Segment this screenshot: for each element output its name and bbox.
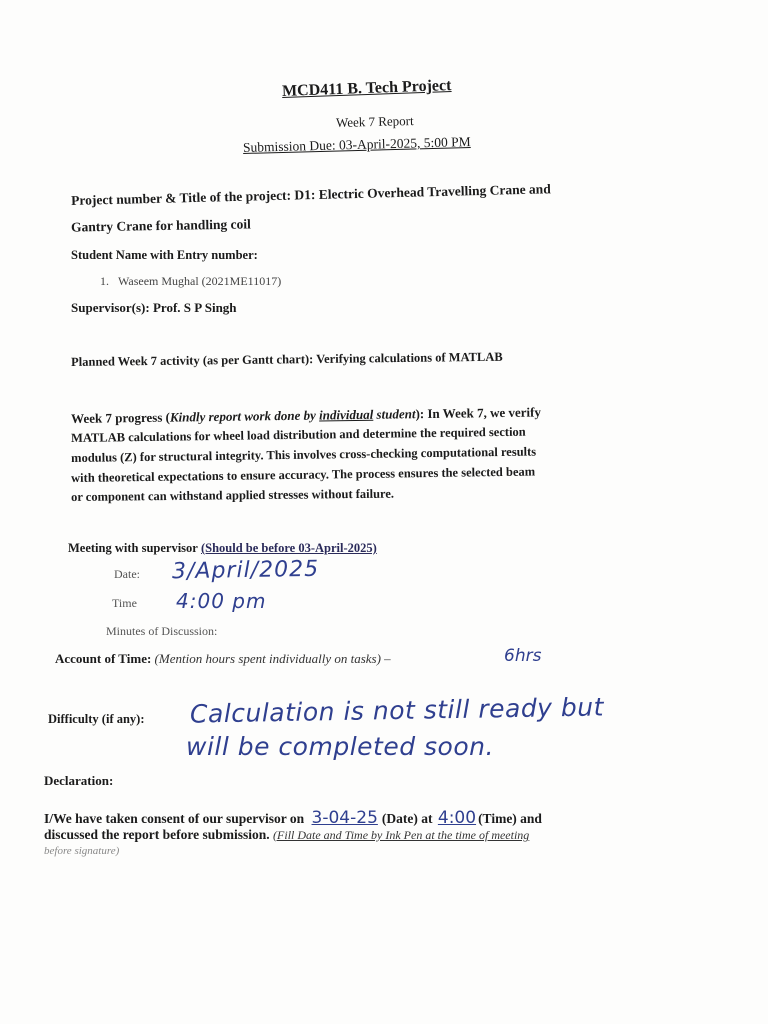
time-label: Time [112, 596, 137, 610]
student-label: Student Name with Entry number: [71, 248, 258, 262]
meeting-label: Meeting with supervisor [68, 541, 198, 555]
progress-text-1: In Week 7, we verify [427, 404, 542, 422]
project-value-2: Gantry Crane for handling coil [70, 216, 251, 235]
project-label: Project number & Title of the project: [71, 187, 292, 208]
account-line [55, 651, 391, 667]
supervisor-label: Supervisor(s): [71, 300, 150, 315]
planned-line [71, 350, 503, 370]
progress-label-start: Week 7 progress ( [71, 409, 171, 426]
meeting-line [68, 541, 377, 556]
report-title: MCD411 B. Tech Project [281, 77, 452, 100]
account-label: Account of Time: [55, 651, 152, 666]
progress-label-student: student [373, 406, 416, 422]
supervisor-value: Prof. S P Singh [152, 300, 237, 315]
date-label: Date: [114, 567, 140, 581]
declaration-text-a: I/We have taken consent of our supervisor on [44, 811, 305, 826]
account-hours-handwritten: 6hrs [504, 646, 542, 666]
meeting-date-handwritten: 3/April/2025 [171, 556, 320, 585]
progress-text-3: modulus (Z) for structural integrity. This involves cross-checking computational results [71, 444, 537, 465]
student-item-number: 1. [100, 274, 109, 288]
progress-label-italic: Kindly report work done by [169, 407, 320, 425]
progress-line-1 [71, 404, 541, 427]
student-item [100, 274, 281, 289]
declaration-line-2-text: discussed the report before submission. [44, 827, 270, 842]
declaration-text-c: (Time) and [478, 811, 542, 826]
progress-text-5: or component can withstand applied stresses without failure. [71, 486, 395, 504]
declaration-line-1 [44, 808, 542, 828]
student-item-name: Waseem Mughal (2021ME11017) [118, 274, 282, 288]
minutes-label: Minutes of Discussion: [106, 624, 218, 638]
planned-value: Verifying calculations of MATLAB [316, 349, 503, 367]
project-line-1 [71, 181, 551, 209]
declaration-note-1: (Fill Date and Time by Ink Pen at the time of meeting [273, 828, 530, 842]
difficulty-text-2: will be completed soon. [186, 732, 494, 761]
progress-text-4: with theoretical expectations to ensure accuracy. The process ensures the selected beam [71, 464, 536, 485]
difficulty-label: Difficulty (if any): [48, 712, 145, 726]
progress-text-2: MATLAB calculations for wheel load distribution and determine the required section [71, 424, 526, 445]
meeting-note: (Should be before 03-April-2025) [200, 541, 377, 555]
submission-due: Submission Due: 03-April-2025, 5:00 PM [242, 134, 471, 155]
report-subtitle: Week 7 Report [335, 112, 414, 131]
progress-label-end: ): [415, 406, 425, 422]
supervisor-line [71, 300, 237, 316]
declaration-date-handwritten: 3-04-25 [311, 808, 378, 828]
declaration-note-2: before signature) [44, 845, 120, 857]
declaration-line-2 [44, 827, 529, 843]
progress-label-individual: individual [318, 406, 374, 423]
declaration-text-b: (Date) at [381, 811, 433, 826]
account-note: (Mention hours spent individually on tasks) – [154, 651, 391, 666]
difficulty-text-1: Calculation is not still ready but [189, 692, 605, 729]
declaration-heading: Declaration: [44, 773, 114, 788]
meeting-time-handwritten: 4:00 pm [176, 589, 267, 613]
declaration-time-handwritten: 4:00 [437, 808, 477, 828]
planned-label: Planned Week 7 activity (as per Gantt chart): [71, 352, 314, 369]
project-value-1: D1: Electric Overhead Travelling Crane and [294, 181, 551, 203]
